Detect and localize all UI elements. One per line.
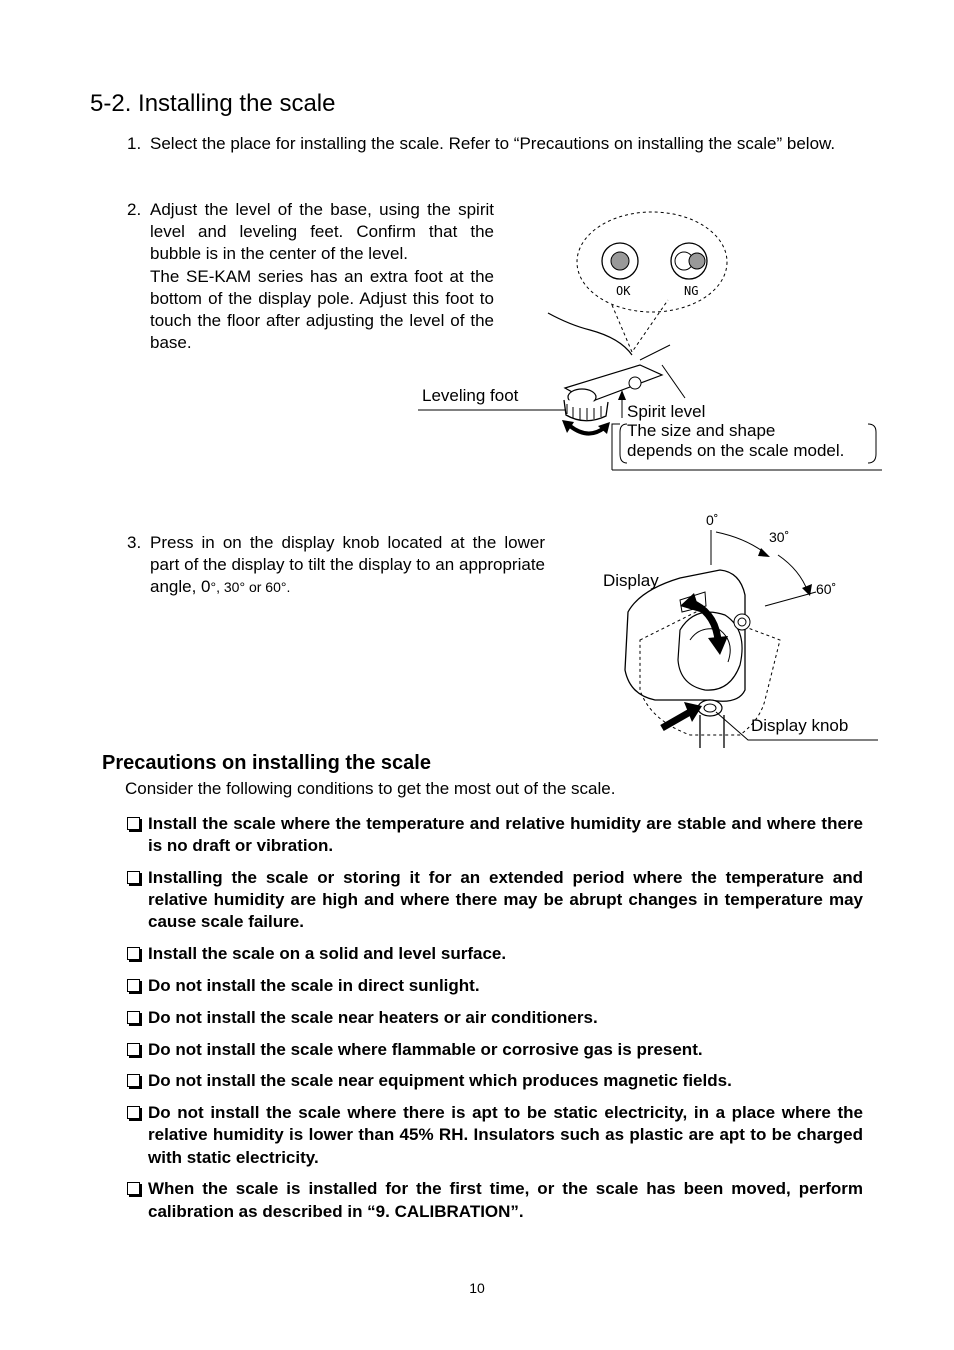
list-item xyxy=(125,813,863,857)
step-3-text-angles: °, 30° or 60°. xyxy=(210,579,291,596)
step-3-text-main: Press in on the display knob located at the lower part of the display to tilt the display to an appropriate angle, 0 xyxy=(150,533,545,597)
angle-60-label: 60˚ xyxy=(816,581,837,597)
list-item-text: Installing the scale or storing it for an extended period where the temperature and relative humidity are high and where there may be abrupt changes in temperature may cause scale failure. xyxy=(148,868,863,932)
step-2-number: 2. xyxy=(127,200,142,219)
checkbox-icon xyxy=(127,1043,140,1056)
precautions-list xyxy=(125,813,863,1232)
angle-30-label: 30˚ xyxy=(769,529,790,545)
step-3-number: 3. xyxy=(127,533,142,552)
list-item-text: Install the scale on a solid and level surface. xyxy=(148,944,507,964)
list-item xyxy=(125,1102,863,1169)
list-item-text: Do not install the scale where flammable or corrosive gas is present. xyxy=(148,1039,703,1059)
list-item-text: Do not install the scale near heaters or air conditioners. xyxy=(148,1007,598,1027)
note-line-1: The size and shape xyxy=(627,421,776,440)
checkbox-icon xyxy=(127,817,140,830)
step-2-text-p1: Adjust the level of the base, using the spirit level and leveling feet. Confirm that the bubble is in the center of the level. xyxy=(150,200,494,264)
list-item-text: Do not install the scale near equipment which produces magnetic fields. xyxy=(148,1071,732,1091)
angle-0-label: 0˚ xyxy=(706,512,719,528)
precautions-intro: Consider the following conditions to get the most out of the scale. xyxy=(125,779,616,798)
list-item xyxy=(125,975,863,997)
spirit-level-label: Spirit level xyxy=(627,402,706,421)
checkbox-icon xyxy=(127,1182,140,1195)
step-1-text: Select the place for installing the scale. Refer to “Precautions on installing the scale” below. xyxy=(150,134,836,153)
precautions-title: Precautions on installing the scale xyxy=(102,752,431,774)
checkbox-icon xyxy=(127,947,140,960)
step-1-number: 1. xyxy=(127,134,142,153)
checkbox-icon xyxy=(127,1011,140,1024)
display-knob-label: Display knob xyxy=(751,716,849,735)
checkbox-icon xyxy=(127,979,140,992)
checkbox-icon xyxy=(127,871,140,884)
list-item-text: When the scale is installed for the first time, or the scale has been moved, perform calibration as described in “9. CALIBRATION”. xyxy=(148,1179,863,1221)
note-line-2: depends on the scale model. xyxy=(627,441,845,460)
list-item xyxy=(125,867,863,934)
list-item xyxy=(125,1007,863,1029)
list-item xyxy=(125,1178,863,1222)
list-item xyxy=(125,1039,863,1061)
list-item xyxy=(125,943,863,965)
list-item xyxy=(125,1070,863,1092)
checkbox-icon xyxy=(127,1106,140,1119)
section-heading: 5-2. Installing the scale xyxy=(90,90,336,117)
page-number: 10 xyxy=(469,1280,485,1296)
list-item-text: Do not install the scale in direct sunlight. xyxy=(148,976,480,995)
leveling-foot-label: Leveling foot xyxy=(422,386,519,405)
list-item-text: Install the scale where the temperature and relative humidity are stable and where there is no draft or vibration. xyxy=(148,814,863,856)
checkbox-icon xyxy=(127,1074,140,1087)
step-2-text-p2: The SE-KAM series has an extra foot at the bottom of the display pole. Adjust this foot to touch the floor after adjusting the level of the base. xyxy=(150,266,494,353)
display-label: Display xyxy=(603,571,659,590)
ng-label: NG xyxy=(684,284,699,298)
list-item-text: Do not install the scale where there is apt to be static electricity, in a place where the relative humidity is lower than 45% RH. Insulators such as plastic are apt to be charged with static electricity. xyxy=(148,1103,863,1167)
ok-label: OK xyxy=(616,284,631,298)
